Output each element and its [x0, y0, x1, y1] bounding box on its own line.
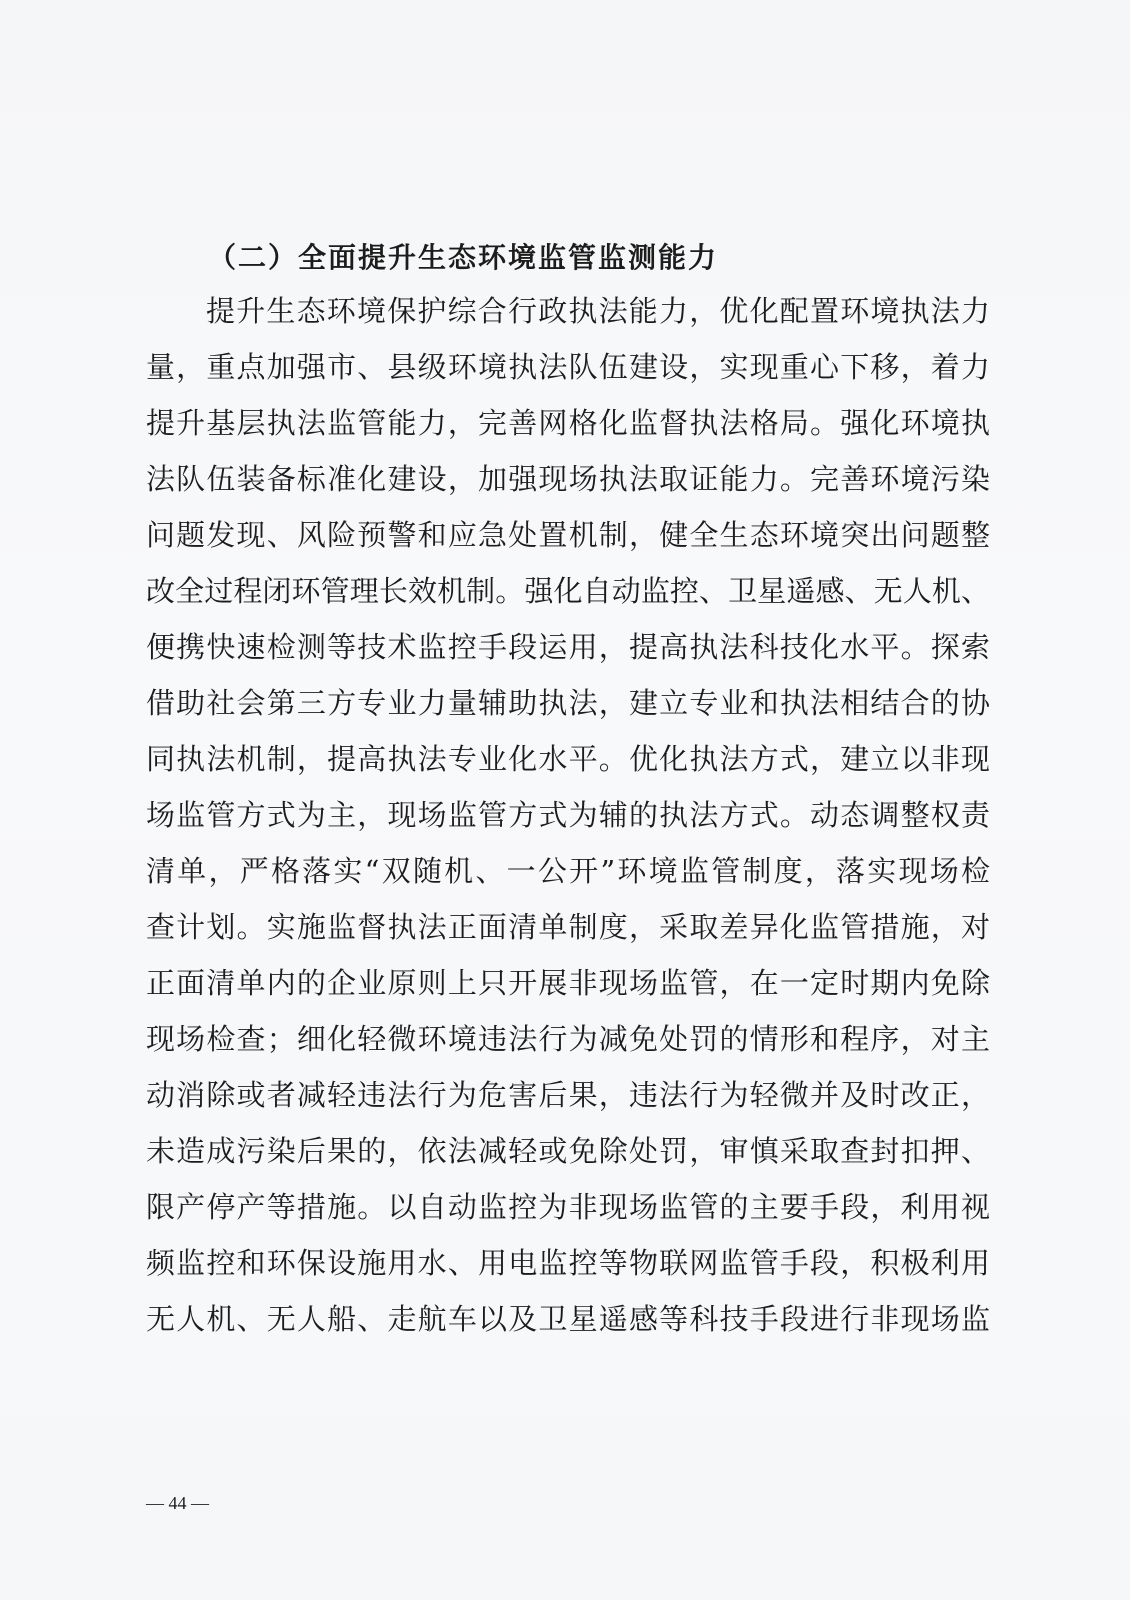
- body-line: 借助社会第三方专业力量辅助执法，建立专业和执法相结合的协: [146, 686, 990, 720]
- body-line: 频监控和环保设施用水、用电监控等物联网监管手段，积极利用: [146, 1246, 990, 1280]
- body-line: 正面清单内的企业原则上只开展非现场监管，在一定时期内免除: [146, 966, 990, 1000]
- body-line: 无人机、无人船、走航车以及卫星遥感等科技手段进行非现场监: [146, 1302, 990, 1336]
- body-line: 改全过程闭环管理长效机制。强化自动监控、卫星遥感、无人机、: [146, 574, 990, 608]
- body-line: 量，重点加强市、县级环境执法队伍建设，实现重心下移，着力: [146, 350, 990, 384]
- body-line: 法队伍装备标准化建设，加强现场执法取证能力。完善环境污染: [146, 462, 990, 496]
- body-line: 清单，严格落实“双随机、一公开”环境监管制度，落实现场检: [146, 854, 990, 888]
- body-line: 提升基层执法监管能力，完善网格化监督执法格局。强化环境执: [146, 406, 990, 440]
- body-line: 提升生态环境保护综合行政执法能力，优化配置环境执法力: [206, 294, 990, 328]
- body-line: 动消除或者减轻违法行为危害后果，违法行为轻微并及时改正，: [146, 1078, 990, 1112]
- body-line: 同执法机制，提高执法专业化水平。优化执法方式，建立以非现: [146, 742, 990, 776]
- body-line: 未造成污染后果的，依法减轻或免除处罚，审慎采取查封扣押、: [146, 1134, 990, 1168]
- body-line: 便携快速检测等技术监控手段运用，提高执法科技化水平。探索: [146, 630, 990, 664]
- body-line: 问题发现、风险预警和应急处置机制，健全生态环境突出问题整: [146, 518, 990, 552]
- body-line: 场监管方式为主，现场监管方式为辅的执法方式。动态调整权责: [146, 798, 990, 832]
- body-line: 限产停产等措施。以自动监控为非现场监管的主要手段，利用视: [146, 1190, 990, 1224]
- page-number: — 44 —: [146, 1493, 209, 1513]
- body-line: 现场检查；细化轻微环境违法行为减免处罚的情形和程序，对主: [146, 1022, 990, 1056]
- body-line: 查计划。实施监督执法正面清单制度，采取差异化监管措施，对: [146, 910, 990, 944]
- section-heading: （二）全面提升生态环境监管监测能力: [208, 241, 719, 274]
